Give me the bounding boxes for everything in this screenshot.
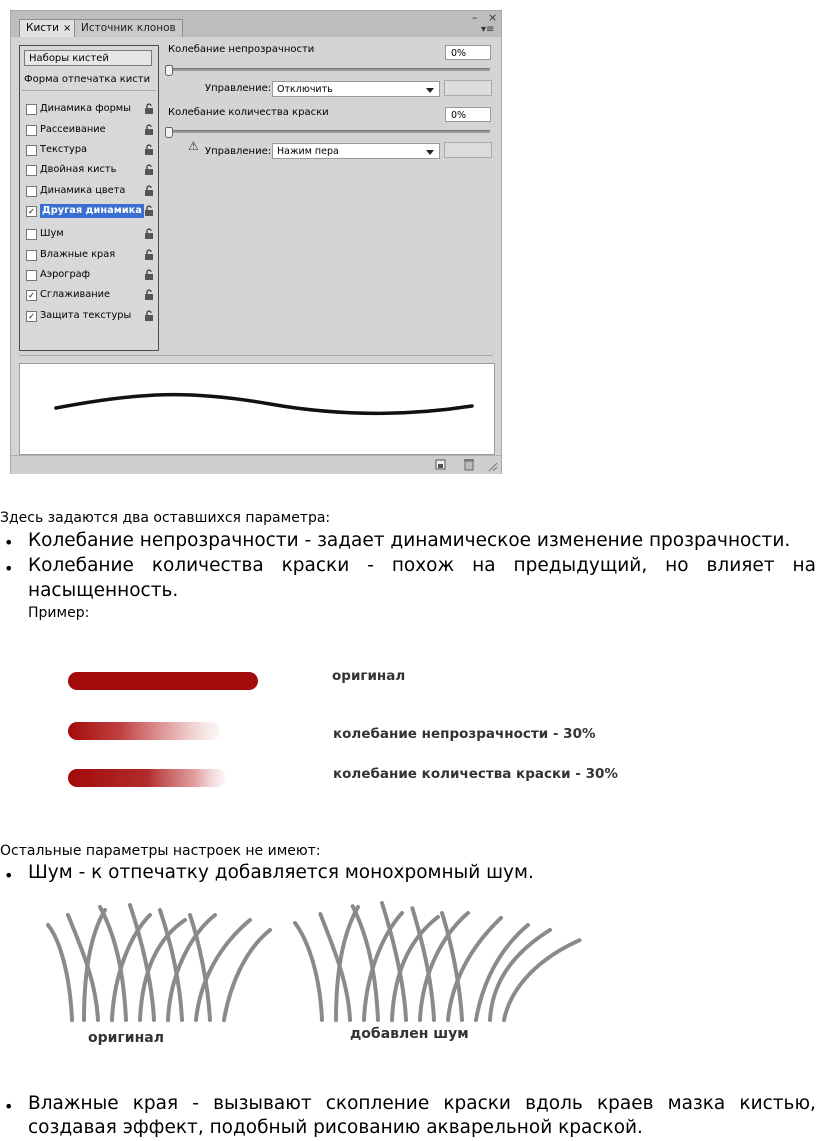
- brush-presets-button[interactable]: Наборы кистей: [24, 50, 152, 66]
- option-dual-brush[interactable]: [26, 163, 152, 177]
- new-preset-icon[interactable]: [435, 459, 446, 470]
- word: краски: [443, 1093, 511, 1114]
- dropdown-value: Отключить: [277, 84, 333, 95]
- checkbox[interactable]: [26, 186, 37, 197]
- checkbox-checked[interactable]: ✓: [26, 206, 37, 217]
- stroke-flow-jitter: [68, 769, 226, 787]
- example-strokes-figure: [60, 660, 290, 795]
- option-label: Текстура: [40, 144, 88, 155]
- flow-jitter-input[interactable]: 0%: [445, 107, 491, 122]
- word: вдоль: [525, 1093, 583, 1114]
- option-wet-edges[interactable]: [26, 248, 152, 262]
- word: краски: [281, 555, 350, 576]
- bullet-dot: •: [4, 559, 14, 578]
- word: мазка: [667, 1093, 726, 1114]
- grass-noise: [295, 903, 580, 1020]
- bullet-flow-jitter-cont: насыщенность.: [28, 580, 179, 601]
- chevron-down-icon: [426, 88, 434, 93]
- word: -: [367, 555, 374, 576]
- close-icon[interactable]: ×: [488, 11, 498, 24]
- word: Колебание: [28, 555, 134, 576]
- example-label: Пример:: [28, 605, 90, 621]
- opacity-jitter-slider-track[interactable]: [168, 68, 490, 71]
- stroke-label-opacity: колебание непрозрачности - 30%: [333, 726, 596, 742]
- lock-icon[interactable]: [144, 144, 154, 156]
- word: количества: [151, 555, 264, 576]
- tab-clone-source[interactable]: [74, 19, 183, 37]
- option-smoothing[interactable]: [26, 288, 152, 302]
- panel-menu-icon[interactable]: ▾≡: [481, 24, 495, 35]
- brush-options-list: [19, 45, 159, 351]
- panel-bottom-bar: [11, 455, 501, 474]
- lock-icon[interactable]: [144, 124, 154, 136]
- panel-tabbar: [11, 11, 501, 37]
- word: но: [665, 555, 689, 576]
- stroke-label-original: оригинал: [332, 668, 406, 684]
- tab-brushes-label: Кисти: [26, 22, 59, 34]
- opacity-min-field: [444, 80, 492, 96]
- opacity-jitter-slider-thumb[interactable]: [165, 65, 173, 76]
- flow-min-field: [444, 142, 492, 158]
- brush-tip-shape-item[interactable]: Форма отпечатка кисти: [24, 74, 151, 85]
- list-divider: [22, 90, 156, 91]
- word: на: [472, 555, 496, 576]
- option-airbrush[interactable]: [26, 268, 152, 282]
- bullet-wet-edges-cont: создавая эффект, подобный рисованию акварельной краской.: [28, 1117, 643, 1138]
- dropdown-value: Нажим пера: [277, 146, 339, 157]
- checkbox[interactable]: [26, 125, 37, 136]
- word: на: [792, 555, 816, 576]
- checkbox[interactable]: [26, 104, 37, 115]
- noise-example-figure: [40, 895, 600, 1030]
- flow-jitter-slider-thumb[interactable]: [165, 127, 173, 138]
- bullet-dot: •: [4, 533, 14, 552]
- option-protect-texture[interactable]: [26, 309, 152, 323]
- option-noise[interactable]: [26, 227, 152, 241]
- option-label: Сглаживание: [40, 289, 111, 300]
- option-label: Рассеивание: [40, 124, 106, 135]
- bullet-dot: •: [4, 866, 14, 885]
- option-label: Аэрограф: [40, 269, 91, 280]
- divider: [19, 355, 493, 356]
- flow-jitter-label: Колебание количества краски: [168, 107, 329, 118]
- word: предыдущий,: [513, 555, 648, 576]
- lock-icon[interactable]: [144, 228, 154, 240]
- minimize-icon[interactable]: –: [472, 11, 478, 24]
- grass-original: [48, 905, 270, 1020]
- checkbox[interactable]: [26, 145, 37, 156]
- flow-control-dropdown[interactable]: [272, 143, 440, 159]
- option-shape-dynamics[interactable]: [26, 102, 152, 116]
- stroke-label-flow: колебание количества краски - 30%: [333, 766, 618, 782]
- option-label: Динамика цвета: [40, 185, 126, 196]
- stroke-preview-curve: [20, 364, 494, 454]
- trash-icon[interactable]: [463, 458, 475, 471]
- lock-icon[interactable]: [144, 289, 154, 301]
- lock-icon[interactable]: [144, 249, 154, 261]
- chevron-down-icon: [426, 150, 434, 155]
- lock-icon[interactable]: [144, 269, 154, 281]
- tab-clone-source-label: Источник клонов: [81, 22, 176, 34]
- lock-icon[interactable]: [144, 185, 154, 197]
- option-label: Другая динамика: [42, 205, 142, 216]
- tab-brushes[interactable]: [19, 19, 78, 37]
- bullet-flow-jitter: [28, 555, 816, 576]
- outro-text: Остальные параметры настроек не имеют:: [0, 843, 321, 859]
- tab-close-icon[interactable]: ×: [63, 23, 72, 34]
- bullet-noise: Шум - к отпечатку добавляется монохромный шум.: [28, 862, 534, 883]
- lock-icon[interactable]: [144, 103, 154, 115]
- bullet-opacity-jitter: Колебание непрозрачности - задает динамическое изменение прозрачности.: [28, 530, 791, 551]
- option-color-dynamics[interactable]: [26, 184, 152, 198]
- checkbox-checked[interactable]: ✓: [26, 311, 37, 322]
- brushes-panel: [10, 10, 502, 474]
- lock-icon[interactable]: [144, 205, 154, 217]
- opacity-jitter-label: Колебание непрозрачности: [168, 44, 315, 55]
- noise-label-noise: добавлен шум: [350, 1026, 469, 1042]
- control-label-2: Управление:: [205, 146, 272, 157]
- flow-jitter-slider-track[interactable]: [168, 130, 490, 133]
- option-label: Двойная кисть: [40, 164, 117, 175]
- option-scattering[interactable]: [26, 123, 152, 137]
- option-label: Динамика формы: [40, 103, 131, 114]
- option-label: Влажные края: [40, 249, 116, 260]
- checkbox[interactable]: [26, 270, 37, 281]
- opacity-jitter-input[interactable]: 0%: [445, 45, 491, 60]
- word: похож: [391, 555, 455, 576]
- stroke-original: [68, 672, 258, 690]
- word: Влажные: [28, 1093, 119, 1114]
- stroke-opacity-jitter: [68, 722, 220, 740]
- opacity-control-dropdown[interactable]: [272, 81, 440, 97]
- lock-icon[interactable]: [144, 310, 154, 322]
- bullet-wet-edges: [28, 1093, 816, 1114]
- word: влияет: [706, 555, 775, 576]
- option-other-dynamics[interactable]: [26, 204, 152, 218]
- resize-grip-icon[interactable]: [488, 462, 498, 472]
- brush-stroke-preview: [19, 363, 495, 455]
- lock-icon[interactable]: [144, 164, 154, 176]
- noise-label-original: оригинал: [88, 1030, 164, 1046]
- checkbox[interactable]: [26, 165, 37, 176]
- option-texture[interactable]: [26, 143, 152, 157]
- word: кистью,: [739, 1093, 816, 1114]
- checkbox[interactable]: [26, 250, 37, 261]
- option-label: Защита текстуры: [40, 310, 132, 321]
- word: краев: [596, 1093, 654, 1114]
- word: края: [132, 1093, 179, 1114]
- word: вызывают: [213, 1093, 312, 1114]
- word: -: [192, 1093, 199, 1114]
- word: скопление: [325, 1093, 430, 1114]
- warning-icon: ⚠: [188, 139, 199, 153]
- control-label-1: Управление:: [205, 83, 272, 94]
- checkbox[interactable]: [26, 229, 37, 240]
- checkbox-checked[interactable]: ✓: [26, 290, 37, 301]
- bullet-dot: •: [4, 1097, 14, 1116]
- option-label: Шум: [40, 228, 64, 239]
- intro-text: Здесь задаются два оставшихся параметра:: [0, 510, 331, 526]
